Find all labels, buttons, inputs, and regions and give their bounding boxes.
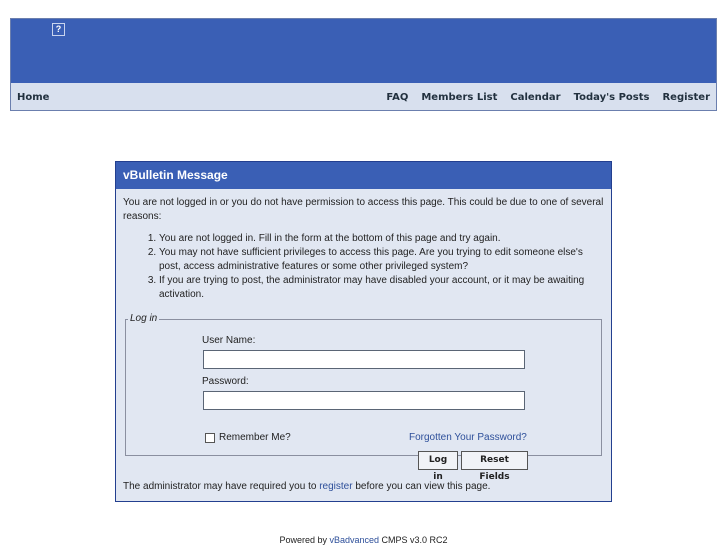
nav-home-link[interactable]: Home (17, 92, 50, 103)
site-header (10, 18, 717, 111)
nav-register-link[interactable]: Register (662, 92, 710, 103)
nav-members-list-link[interactable]: Members List (421, 92, 498, 103)
reason-item: 1. You are not logged in. Fill in the form at the bottom of this page and try again. (159, 232, 604, 246)
login-fieldset (125, 312, 602, 482)
password-label: Password: (202, 376, 249, 387)
register-link[interactable]: register (319, 481, 353, 492)
site-logo-icon[interactable]: ? (52, 23, 65, 36)
login-button[interactable]: Log in (418, 451, 458, 470)
password-input[interactable] (203, 391, 525, 410)
reasons-list (123, 232, 604, 302)
register-note-suffix: before you can view this page. (352, 481, 491, 492)
register-note (123, 481, 490, 492)
message-title: vBulletin Message (116, 162, 611, 189)
nav-todays-posts-link[interactable]: Today's Posts (573, 92, 650, 103)
nav-calendar-link[interactable]: Calendar (510, 92, 561, 103)
login-legend: Log in (130, 313, 158, 324)
powered-suffix: CMPS v3.0 RC2 (379, 535, 448, 545)
reason-item: 2. You may not have sufficient privileges to access this page. Are you trying to edit someone else's post, access administrative features or some other privileged system? (159, 246, 604, 274)
nav-links (373, 92, 710, 103)
nav-faq-link[interactable]: FAQ (386, 92, 409, 103)
message-intro: You are not logged in or you do not have permission to access this page. This could be due to one of several reasons: (123, 197, 604, 222)
header-banner (11, 19, 716, 83)
register-note-prefix: The administrator may have required you to (123, 481, 320, 492)
username-label: User Name: (202, 335, 256, 346)
forgot-password-link[interactable]: Forgotten Your Password? (409, 432, 527, 443)
message-body (116, 189, 611, 482)
remember-me-label: Remember Me? (219, 432, 291, 443)
remember-me-checkbox[interactable] (205, 433, 215, 443)
powered-by (0, 535, 727, 545)
vbadvanced-link[interactable]: vBadvanced (329, 535, 380, 545)
remember-me[interactable] (205, 431, 291, 445)
reset-fields-button[interactable]: Reset Fields (461, 451, 528, 470)
powered-prefix: Powered by (279, 535, 330, 545)
navbar (11, 83, 716, 110)
username-input[interactable] (203, 350, 525, 369)
reason-item: 3. If you are trying to post, the administrator may have disabled your account, or it may be awaiting activation. (159, 274, 604, 302)
message-panel (115, 161, 612, 502)
